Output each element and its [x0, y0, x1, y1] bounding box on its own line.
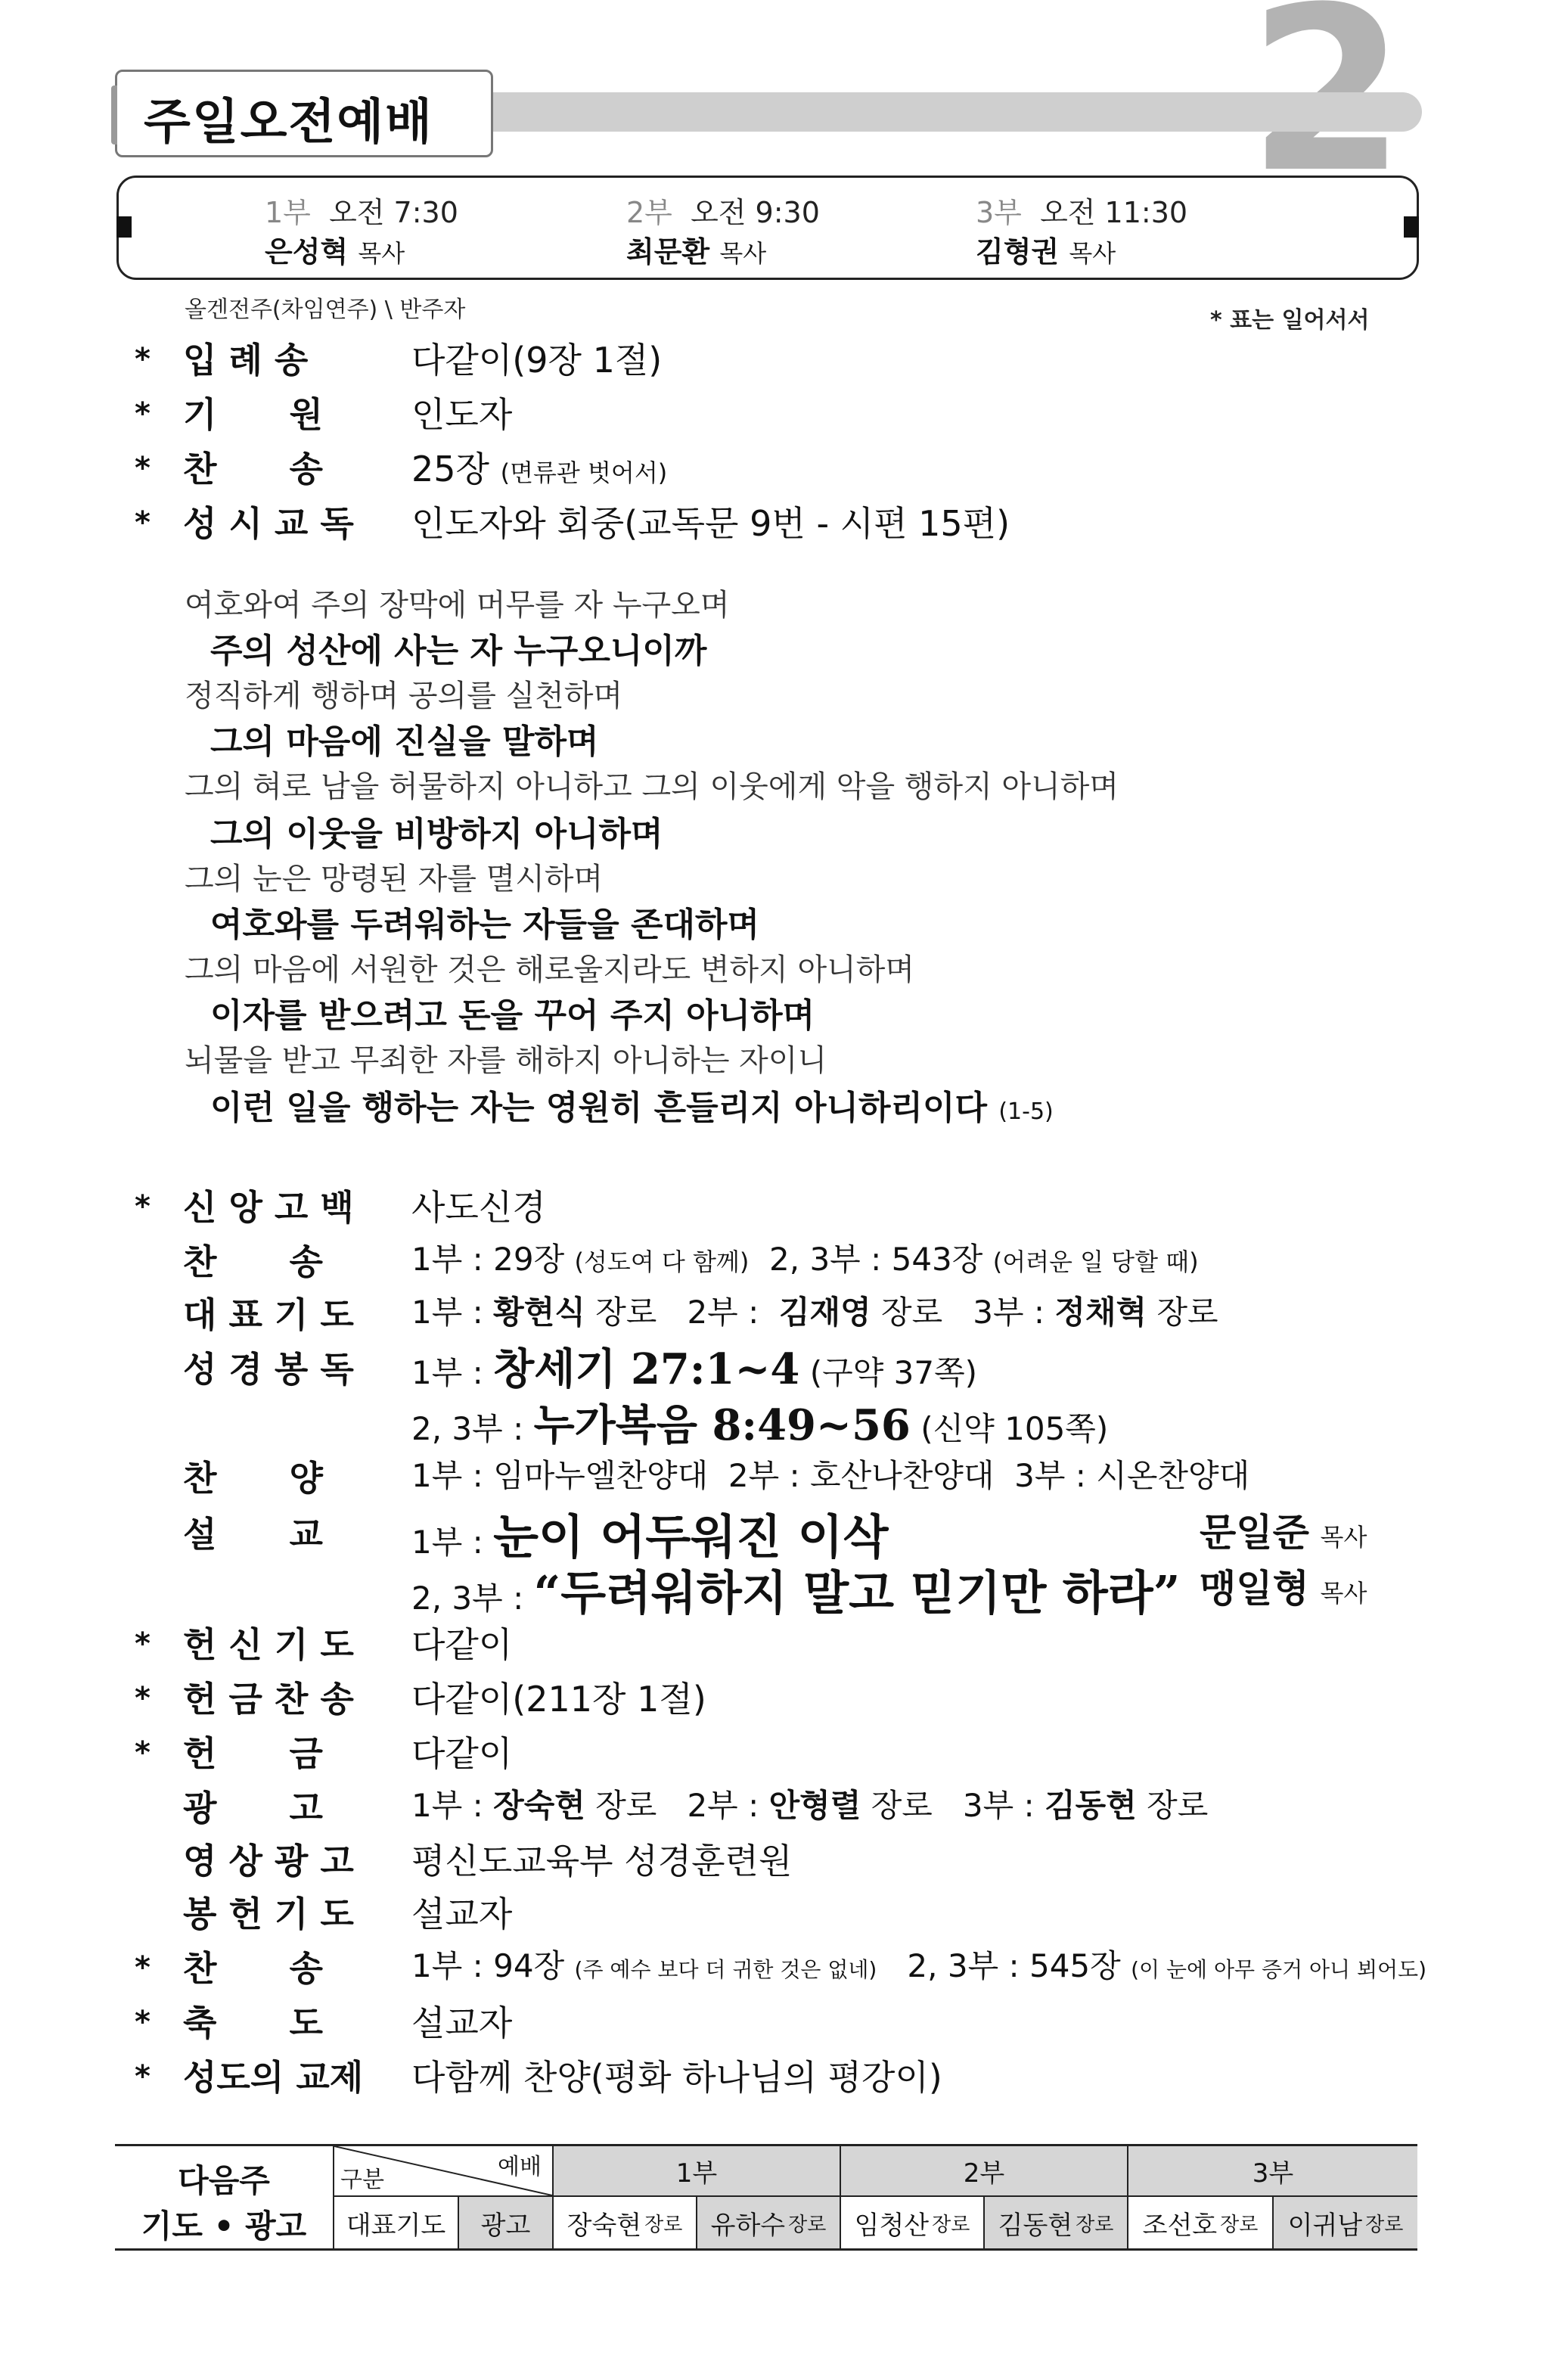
- row-label-prayer: 대표기도: [333, 2197, 458, 2248]
- item-value: 다함께 찬양(평화 하나님의 평강이): [411, 2057, 942, 2098]
- item-value: 인도자: [411, 394, 513, 435]
- item-label: 광 고: [183, 1788, 323, 1828]
- standing-star: *: [135, 1735, 151, 1770]
- row-label-announce: 광고: [458, 2197, 552, 2248]
- psalm-congregation-line: 그의 이웃을 비방하지 아니하며: [210, 815, 663, 853]
- item-label: 축 도: [183, 2002, 323, 2043]
- standing-star: *: [135, 1627, 151, 1661]
- standing-star: *: [135, 1189, 151, 1224]
- item-label: 헌 신 기 도: [183, 1624, 354, 1665]
- cell-2-announce: 김동현 장로: [983, 2197, 1127, 2248]
- psalm-congregation-line: 주의 성산에 사는 자 누구오니이까: [210, 632, 707, 670]
- item-label: 설 교: [183, 1514, 323, 1555]
- sermon-1-preacher: 문일준 목사: [1200, 1510, 1367, 1555]
- standing-star: *: [135, 2059, 151, 2094]
- item-value: 1부 : 94장 (주 예수 보다 더 귀한 것은 없네) 2, 3부 : 545장 (이 눈에 아무 증거 아니 뵈어도): [411, 1947, 1427, 1984]
- item-label: 봉 헌 기 도: [183, 1894, 354, 1934]
- standing-star: *: [135, 1950, 151, 1985]
- psalm-congregation-line: 여호와를 두려워하는 자들을 존대하며: [210, 906, 760, 944]
- psalm-congregation-line: 이자를 받으려고 돈을 꾸어 주지 아니하며: [210, 996, 815, 1035]
- item-value: 다같이: [411, 1624, 513, 1665]
- psalm-congregation-line: 이런 일을 행하는 자는 영원히 흔들리지 아니하리이다 (1-5): [210, 1089, 1054, 1127]
- col-header-2: 2부: [840, 2146, 1127, 2195]
- item-label: 영 상 광 고: [183, 1841, 354, 1881]
- cell-3-prayer: 조선호 장로: [1127, 2197, 1272, 2248]
- page-title: 주일오전예배: [144, 95, 433, 151]
- corner-label-service: 예배: [498, 2154, 542, 2180]
- cell-2-prayer: 임청산 장로: [840, 2197, 983, 2248]
- item-label: 기 원: [183, 394, 323, 435]
- col-header-1: 1부: [552, 2146, 840, 2195]
- item-value: 1부 : 황현식 장로 2부 : 김재영 장로 3부 : 정채혁 장로: [411, 1294, 1218, 1331]
- psalm-congregation-line: 그의 마음에 진실을 말하며: [210, 722, 599, 761]
- item-value: 설교자: [411, 1894, 513, 1934]
- psalm-leader-line: 뇌물을 받고 무죄한 자를 해하지 아니하는 자이니: [185, 1043, 827, 1078]
- item-value: 다같이: [411, 1733, 513, 1774]
- item-value: 다같이(211장 1절): [411, 1679, 706, 1720]
- accompanist-note: 올겐전주(차임연주) \ 반주자: [185, 297, 466, 323]
- item-value: 1부 : 29장 (성도여 다 함께) 2, 3부 : 543장 (어려운 일 당할 때): [411, 1241, 1199, 1278]
- next-week-subtitle: 기도 • 광고: [141, 2208, 307, 2245]
- sermon-1: 1부 : 눈이 어두워진 이삭: [411, 1509, 889, 1564]
- corner-label-category: 구분: [340, 2167, 384, 2193]
- item-value: 인도자와 회중(교독문 9번 - 시편 15편): [411, 503, 1010, 544]
- sermon-2: 2, 3부 : “두려워하지 말고 믿기만 하라”: [411, 1565, 1181, 1620]
- item-label: 헌 금 찬 송: [183, 1679, 354, 1720]
- table-bottom-rule: [115, 2248, 1417, 2251]
- corner-cell: [333, 2146, 552, 2195]
- item-label: 성 시 교 독: [183, 503, 354, 544]
- standing-star: *: [135, 2005, 151, 2040]
- cell-1-announce: 유하수 장로: [696, 2197, 840, 2248]
- item-label: 성 경 봉 독: [183, 1349, 354, 1390]
- standing-star: *: [135, 451, 151, 486]
- item-value: 사도신경: [411, 1187, 546, 1228]
- psalm-leader-line: 여호와여 주의 장막에 머무를 자 누구오며: [185, 588, 730, 623]
- psalm-leader-line: 그의 마음에 서원한 것은 해로울지라도 변하지 아니하며: [185, 952, 915, 987]
- service-1-time: 1부 오전 7:30: [265, 196, 458, 229]
- box-right-marker: [1404, 216, 1419, 238]
- psalm-leader-line: 그의 혀로 남을 허물하지 아니하고 그의 이웃에게 악을 행하지 아니하며: [185, 769, 1119, 804]
- standing-star: *: [135, 1681, 151, 1716]
- sermon-2-preacher: 맹일형 목사: [1200, 1566, 1367, 1611]
- service-1-pastor: 은성혁 목사: [265, 235, 405, 269]
- psalm-leader-line: 그의 눈은 망령된 자를 멸시하며: [185, 862, 604, 896]
- item-value: 다같이(9장 1절): [411, 340, 663, 381]
- item-label: 신 앙 고 백: [183, 1187, 354, 1228]
- item-value: 2, 3부 : 누가복음 8:49~56 (신약 105쪽): [411, 1400, 1109, 1450]
- item-value: 설교자: [411, 2002, 513, 2043]
- psalm-leader-line: 정직하게 행하며 공의를 실천하며: [185, 679, 623, 713]
- item-label: 찬 송: [183, 1241, 323, 1282]
- header-bar: [493, 92, 1422, 132]
- standing-star: *: [135, 396, 151, 431]
- service-3-time: 3부 오전 11:30: [976, 196, 1188, 229]
- item-label: 찬 송: [183, 449, 323, 489]
- standing-star: *: [135, 342, 151, 377]
- item-label: 찬 양: [183, 1458, 323, 1499]
- service-2-time: 2부 오전 9:30: [626, 196, 820, 229]
- item-label: 대 표 기 도: [183, 1294, 354, 1335]
- item-value: 평신도교육부 성경훈련원: [411, 1841, 793, 1881]
- standing-note: * 표는 일어서서: [1210, 307, 1370, 334]
- service-3-pastor: 김형권 목사: [976, 235, 1116, 269]
- service-2-pastor: 최문환 목사: [626, 235, 767, 269]
- cell-1-prayer: 장숙현 장로: [552, 2197, 696, 2248]
- col-header-3: 3부: [1127, 2146, 1417, 2195]
- item-value: 1부 : 장숙현 장로 2부 : 안형렬 장로 3부 : 김동현 장로: [411, 1787, 1209, 1824]
- item-label: 헌 금: [183, 1733, 323, 1774]
- cell-3-announce: 이귀남 장로: [1272, 2197, 1417, 2248]
- item-label: 성도의 교제: [183, 2057, 364, 2098]
- item-value: 25장 (면류관 벗어서): [411, 449, 668, 489]
- item-value: 1부 : 임마누엘찬양대 2부 : 호산나찬양대 3부 : 시온찬양대: [411, 1457, 1250, 1494]
- next-week-title: 다음주: [178, 2162, 270, 2199]
- box-left-marker: [116, 216, 132, 238]
- item-value: 1부 : 창세기 27:1~4 (구약 37쪽): [411, 1344, 978, 1394]
- standing-star: *: [135, 505, 151, 540]
- item-label: 입 례 송: [183, 340, 309, 381]
- item-label: 찬 송: [183, 1948, 323, 1989]
